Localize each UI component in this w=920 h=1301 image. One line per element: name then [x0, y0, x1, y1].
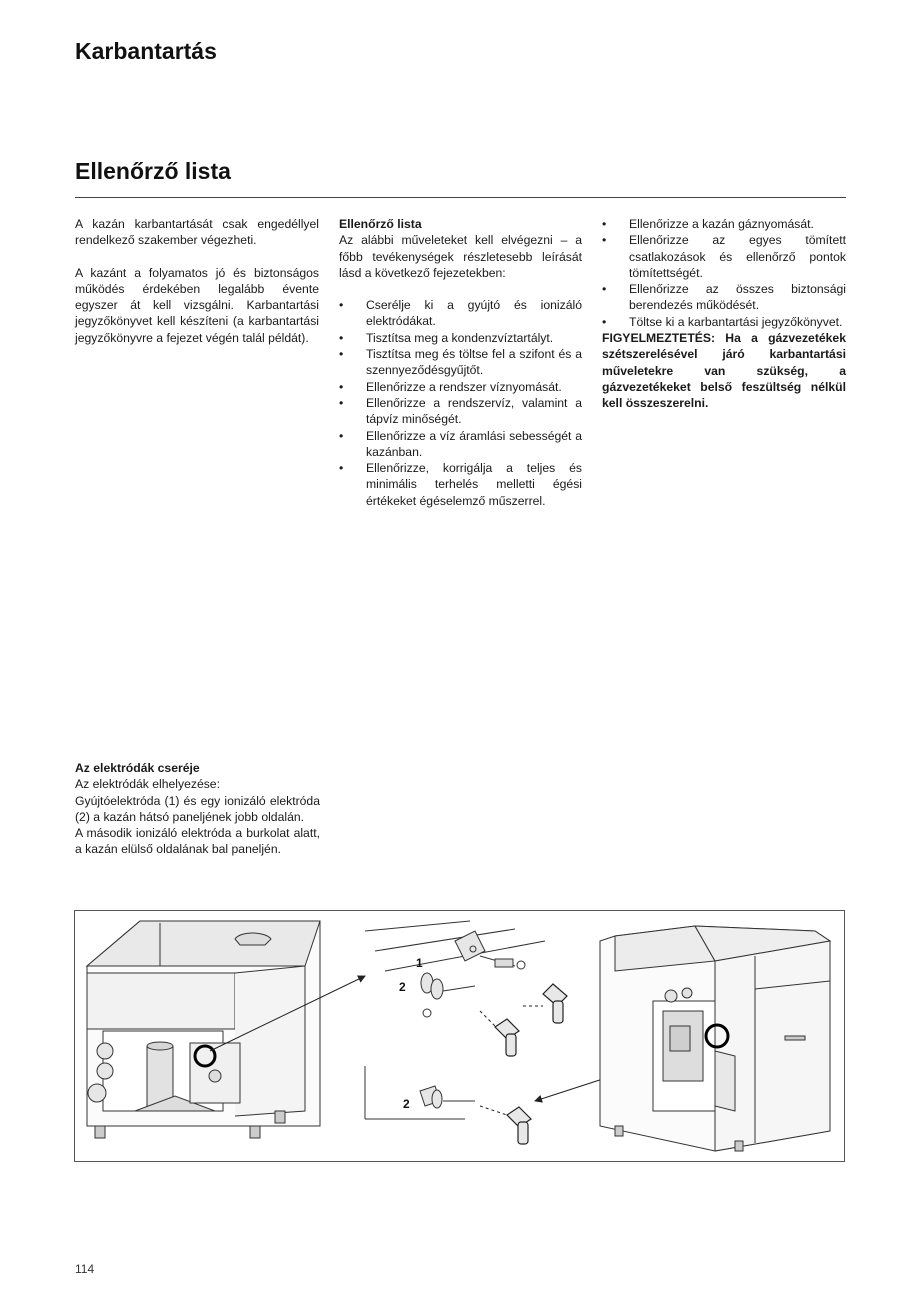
- page-title: Ellenőrző lista: [75, 158, 231, 184]
- electrode-line-2: Gyújtóelektróda (1) és egy ionizáló elektróda (2) a kazán hátsó paneljének jobb oldalán.: [75, 793, 320, 824]
- checklist-list: [339, 297, 582, 509]
- section-heading: Karbantartás: [75, 38, 217, 64]
- checklist-column: [339, 216, 582, 509]
- list-item-text: Tisztítsa meg a kondenzvíztartályt.: [366, 330, 554, 345]
- electrode-caps: [495, 984, 567, 1144]
- bullet-icon: •: [339, 395, 344, 410]
- bullet-icon: •: [339, 461, 344, 476]
- list-item-text: Ellenőrizze az összes biztonsági berendezés működését.: [629, 282, 846, 313]
- electrode-label-2-lower: 2: [403, 1097, 410, 1111]
- bullet-icon: •: [339, 347, 344, 362]
- list-item-text: Töltse ki a karbantartási jegyzőkönyvet.: [629, 314, 843, 329]
- list-item: [602, 281, 846, 314]
- list-item-text: Ellenőrizze, korrigálja a teljes és minimális terhelés melletti égési értékeket égéselemző műszerrel.: [366, 461, 582, 508]
- checklist-column-continued: [602, 216, 846, 428]
- bullet-icon: •: [339, 428, 344, 443]
- title-divider: [75, 197, 846, 198]
- list-item-text: Ellenőrizze a víz áramlási sebességét a kazánban.: [366, 428, 582, 459]
- bullet-icon: •: [602, 282, 607, 297]
- list-item: [339, 379, 582, 395]
- list-item-text: Ellenőrizze az egyes tömített csatlakozások és ellenőrző pontok tömítettségét.: [629, 233, 846, 280]
- bullet-icon: •: [339, 298, 344, 313]
- electrode-section: [75, 760, 320, 858]
- bullet-icon: •: [339, 330, 344, 345]
- electrode-location-figure: [74, 910, 845, 1162]
- intro-paragraph-1: A kazán karbantartását csak engedéllyel rendelkező szakember végezheti.: [75, 217, 319, 248]
- list-item: [602, 314, 846, 330]
- boiler-rear-view: [87, 921, 320, 1138]
- checklist-title: Ellenőrző lista: [339, 217, 422, 231]
- electrode-label-2: 2: [399, 980, 406, 994]
- list-item-text: Ellenőrizze a rendszer víznyomását.: [366, 379, 562, 394]
- list-item: [602, 216, 846, 232]
- bullet-icon: •: [602, 314, 607, 329]
- electrode-title: Az elektródák cseréje: [75, 761, 200, 775]
- bullet-icon: •: [602, 217, 607, 231]
- intro-column: [75, 216, 319, 362]
- checklist-list-continued: [602, 216, 846, 330]
- electrode-detail-view: [365, 921, 545, 1119]
- list-item: [339, 460, 582, 509]
- list-item: [339, 395, 582, 428]
- electrode-line-1: Az elektródák elhelyezése:: [75, 777, 220, 792]
- list-item: [339, 346, 582, 379]
- list-item: [339, 297, 582, 330]
- electrode-label-1: 1: [416, 956, 423, 970]
- list-item-text: Ellenőrizze a kazán gáznyomását.: [629, 217, 814, 231]
- figure-drawing: [75, 911, 844, 1161]
- page-number: 114: [75, 1262, 95, 1276]
- list-item: [602, 232, 846, 281]
- checklist-intro: Az alábbi műveleteket kell elvégezni – a főbb tevékenységek részletesebb leírását lásd a következő fejezetekben:: [339, 233, 582, 280]
- list-item-text: Ellenőrizze a rendszervíz, valamint a tápvíz minőségét.: [366, 395, 582, 427]
- bullet-icon: •: [339, 379, 344, 394]
- bullet-icon: •: [602, 233, 607, 248]
- list-item-text: Cserélje ki a gyújtó és ionizáló elektródákat.: [366, 298, 582, 329]
- list-item-text: Tisztítsa meg és töltse fel a szifont és a szennyeződésgyűjtőt.: [366, 347, 582, 378]
- intro-paragraph-2: A kazánt a folyamatos jó és biztonságos működés érdekében legalább évente egyszer át kell vizsgálni. Karbantartási jegyzőkönyvet kell készíteni (a karbantartási jegyzőkönyvre a fejezet végén talál példát).: [75, 265, 319, 345]
- list-item: [339, 428, 582, 461]
- list-item: [339, 330, 582, 346]
- boiler-front-view: [600, 926, 830, 1151]
- warning-text: FIGYELMEZTETÉS: Ha a gázvezetékek szétszerelésével járó karbantartási műveletekre van szükség, a gázvezetékeket belső feszültség nélkül kell összeszerelni.: [602, 331, 846, 411]
- electrode-line-3: A második ionizáló elektróda a burkolat alatt, a kazán elülső oldalának bal paneljén.: [75, 826, 320, 857]
